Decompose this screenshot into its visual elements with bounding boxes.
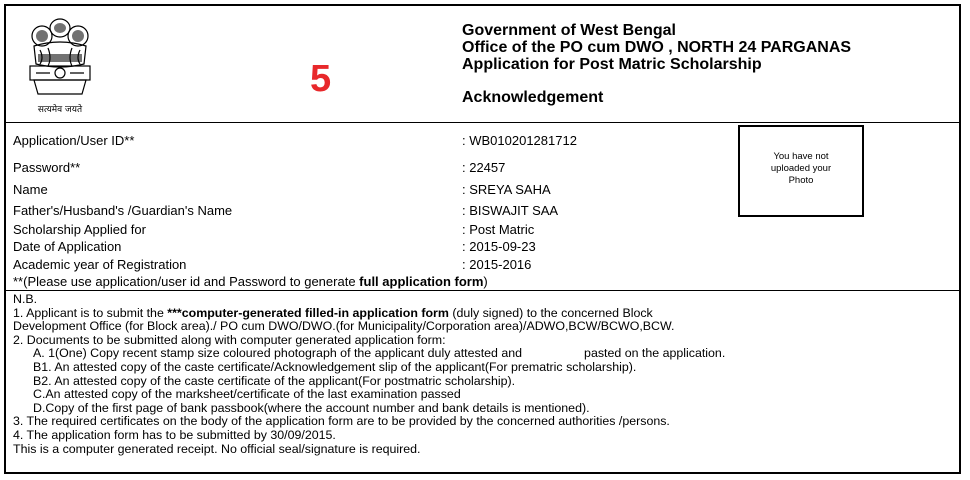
nb-point-1-cont: Development Office (for Block area)./ PO cum DWO/DWO.(for Municipality/Corporation area)/ADWO,BCW/BCWO,BCW. xyxy=(13,319,675,334)
nb-title: N.B. xyxy=(13,292,38,306)
field-value-user-id: : WB010201281712 xyxy=(462,133,577,148)
field-label-academic-year: Academic year of Registration xyxy=(13,257,187,272)
header-office: Office of the PO cum DWO , NORTH 24 PARGANAS xyxy=(462,39,852,56)
field-label-user-id: Application/User ID** xyxy=(13,133,135,148)
nb-point-2: 2. Documents to be submitted along with computer generated application form: xyxy=(13,332,446,347)
field-value-password: : 22457 xyxy=(462,160,506,175)
nb-point-4: 4. The application form has to be submitted by 30/09/2015. xyxy=(13,427,336,442)
header-government: Government of West Bengal xyxy=(462,22,676,39)
document-header xyxy=(462,22,851,73)
field-value-name: : SREYA SAHA xyxy=(462,182,551,197)
note-divider xyxy=(6,290,960,291)
field-label-name: Name xyxy=(13,182,48,197)
field-value-academic-year: : 2015-2016 xyxy=(462,257,532,272)
lion-capital-icon xyxy=(14,14,106,100)
page-number: 5 xyxy=(310,58,332,100)
nb-item-b2: B2. An attested copy of the caste certificate of the applicant(For postmatric scholarship). xyxy=(33,373,516,388)
acknowledgement-title: Acknowledgement xyxy=(462,89,604,106)
photo-placeholder xyxy=(738,125,864,217)
nb-point-1: 1. Applicant is to submit the ***computer-generated filled-in application form (duly signed) to the concerned Block xyxy=(13,305,653,320)
emblem-caption: सत्यमेव जयते xyxy=(37,105,83,115)
field-label-password: Password** xyxy=(13,160,81,175)
nb-point-3: 3. The required certificates on the body of the application form are to be provided by the concerned authorities /persons. xyxy=(13,414,670,429)
field-label-date: Date of Application xyxy=(13,239,122,254)
nb-item-c: C.An attested copy of the marksheet/certificate of the last examination passed xyxy=(33,387,461,402)
instructions-block xyxy=(13,293,725,456)
nb-item-b1: B1. An attested copy of the caste certificate/Acknowledgement slip of the applicant(For prematric scholarship). xyxy=(33,359,637,374)
nb-item-a: A. 1(One) Copy recent stamp size coloured photograph of the applicant duly attested and pasted on the application. xyxy=(33,346,726,361)
photo-placeholder-text: You have not uploaded your Photo xyxy=(770,151,832,186)
state-emblem xyxy=(14,14,106,114)
nb-item-d: D.Copy of the first page of bank passbook(where the account number and bank details is mentioned). xyxy=(33,400,590,415)
receipt-footer: This is a computer generated receipt. No official seal/signature is required. xyxy=(13,441,421,456)
header-divider xyxy=(6,122,960,123)
field-value-date: : 2015-09-23 xyxy=(462,239,536,254)
field-value-guardian: : BISWAJIT SAA xyxy=(462,203,559,218)
field-value-scholarship: : Post Matric xyxy=(462,222,535,237)
header-application: Application for Post Matric Scholarship xyxy=(462,56,762,73)
field-label-guardian: Father's/Husband's /Guardian's Name xyxy=(13,203,233,218)
password-note: **(Please use application/user id and Password to generate full application form) xyxy=(13,274,488,289)
field-label-scholarship: Scholarship Applied for xyxy=(13,222,146,237)
